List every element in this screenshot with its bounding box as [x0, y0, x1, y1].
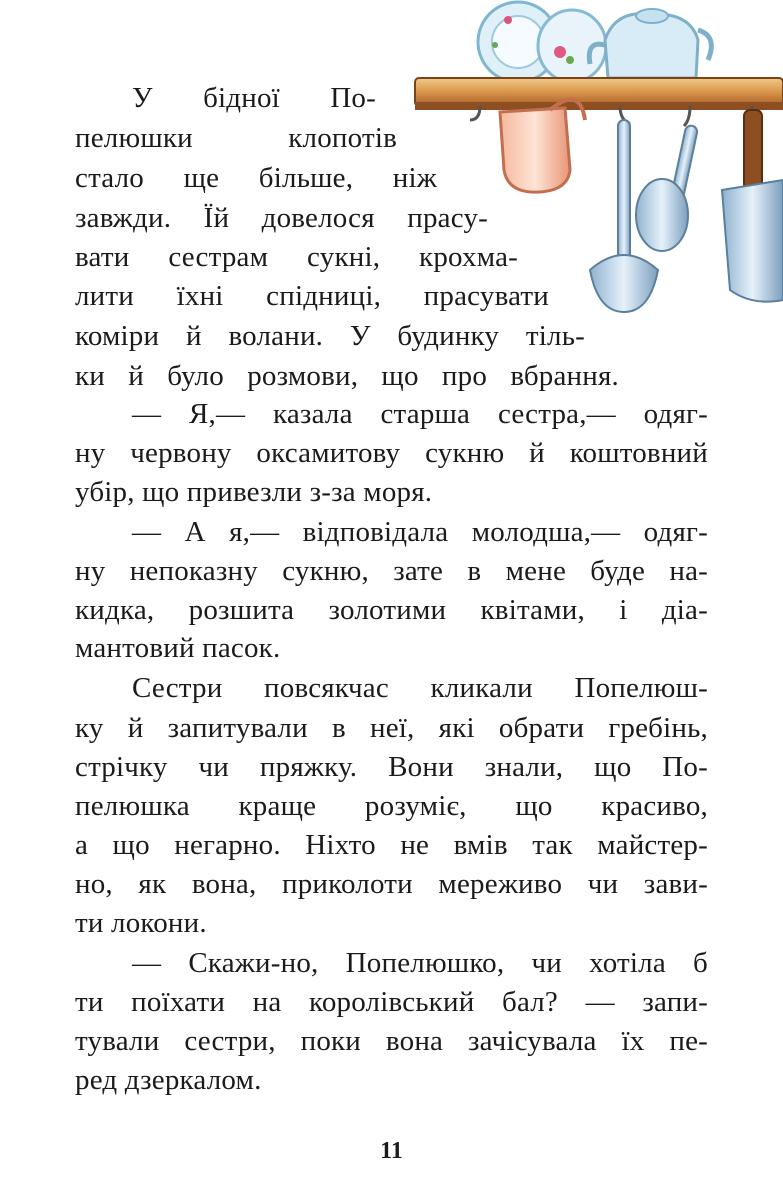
text-line-14: кидка, розшита золотими квітами, і діа-: [75, 594, 708, 626]
text-line-1: У бідної По-: [132, 82, 376, 114]
text-line-24: ти поїхати на королівський бал? — запи-: [75, 986, 708, 1018]
text-line-6: лити їхні спідниці, прасувати: [75, 280, 549, 312]
text-line-9: — Я,— казала старша сестра,— одяг-: [132, 398, 708, 430]
text-line-11: убір, що привезли з-за моря.: [75, 476, 433, 508]
text-line-17: ку й запитували в неї, які обрати гребінь,: [75, 712, 708, 744]
text-line-7: коміри й волани. У будинку тіль-: [75, 320, 585, 352]
text-line-16: Сестри повсякчас кликали Попелюш-: [132, 672, 708, 704]
text-line-5: вати сестрам сукні, крохма-: [75, 241, 518, 273]
text-line-26: ред дзеркалом.: [75, 1064, 262, 1096]
text-line-15: мантовий пасок.: [75, 632, 281, 664]
text-line-18: стрічку чи пряжку. Вони знали, що По-: [75, 751, 708, 783]
text-line-22: ти локони.: [75, 907, 207, 939]
page-number: 11: [380, 1138, 403, 1164]
text-line-21: но, як вона, приколоти мереживо чи зави-: [75, 868, 708, 900]
text-line-8: ки й було розмови, що про вбрання.: [75, 360, 619, 392]
text-line-20: а що негарно. Ніхто не вмів так майстер-: [75, 829, 708, 861]
text-line-13: ну непоказну сукню, зате в мене буде на-: [75, 555, 708, 587]
text-line-23: — Скажи-но, Попелюшко, чи хотіла б: [132, 947, 708, 979]
text-line-25: тували сестри, поки вона зачісувала їх пе-: [75, 1025, 708, 1057]
text-line-2: пелюшки клопотів: [75, 122, 397, 154]
text-line-19: пелюшка краще розуміє, що красиво,: [75, 790, 708, 822]
text-line-12: — А я,— відповідала молодша,— одяг-: [132, 516, 708, 548]
text-line-4: завжди. Їй довелося прасу-: [75, 202, 488, 234]
text-line-10: ну червону оксамитову сукню й коштовний: [75, 437, 708, 469]
text-line-3: стало ще більше, ніж: [75, 162, 437, 194]
